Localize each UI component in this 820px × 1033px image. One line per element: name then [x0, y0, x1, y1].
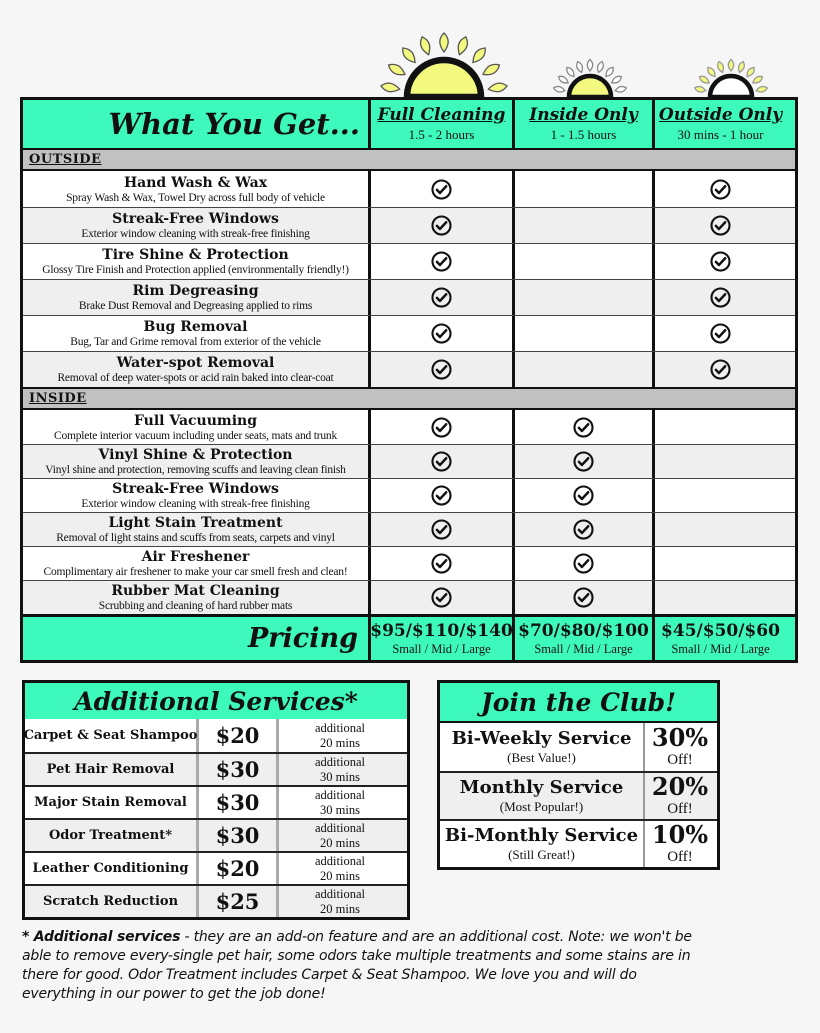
check-cell — [371, 280, 515, 315]
check-icon — [430, 214, 453, 237]
additional-service-price: $30 — [199, 754, 279, 785]
column-header-full-cleaning — [371, 100, 515, 148]
join-the-club-title: Join the Club! — [440, 683, 717, 723]
check-icon — [572, 450, 595, 473]
service-row — [23, 512, 795, 546]
check-cell — [655, 352, 786, 387]
additional-service-price: $30 — [199, 787, 279, 818]
price-values: $45/$50/$60 — [661, 620, 780, 641]
check-cell — [515, 581, 655, 614]
service-row — [23, 478, 795, 512]
additional-time-line: 20 mins — [320, 868, 360, 883]
check-cell — [371, 445, 515, 478]
service-description: Complete interior vacuum including under seats, mats and trunk — [53, 429, 338, 442]
empty-cell — [655, 410, 786, 444]
club-plan-cell — [440, 723, 645, 771]
club-row — [440, 723, 717, 771]
additional-service-row — [25, 818, 407, 851]
additional-service-price: $20 — [199, 853, 279, 884]
service-title: Rim Degreasing — [132, 283, 259, 299]
additional-time-line: 20 mins — [320, 835, 360, 850]
additional-time-line: 20 mins — [320, 901, 360, 916]
column-name: Outside Only — [658, 105, 783, 125]
check-cell — [371, 513, 515, 546]
club-discount-cell — [645, 723, 715, 771]
service-title: Streak-Free Windows — [112, 211, 279, 227]
check-icon — [572, 518, 595, 541]
additional-time-line: additional — [315, 821, 365, 836]
additional-service-price: $30 — [199, 820, 279, 851]
footnote — [22, 928, 698, 1004]
price-inside-only — [515, 617, 655, 660]
service-title: Streak-Free Windows — [112, 481, 279, 497]
empty-cell — [655, 547, 786, 580]
check-icon — [709, 358, 732, 381]
additional-time-line: 30 mins — [320, 802, 360, 817]
service-label-cell — [23, 244, 371, 279]
club-discount-off: Off! — [667, 800, 693, 817]
service-description: Glossy Tire Finish and Protection applied (environmentally friendly!) — [42, 264, 349, 276]
check-icon — [430, 286, 453, 309]
empty-cell — [515, 244, 655, 279]
additional-service-row — [25, 752, 407, 785]
service-row — [23, 580, 795, 614]
empty-cell — [515, 352, 655, 387]
empty-cell — [515, 316, 655, 351]
service-row — [23, 207, 795, 243]
club-plan-subtitle: (Still Great!) — [508, 847, 575, 862]
check-icon — [430, 450, 453, 473]
additional-service-time — [279, 820, 401, 851]
check-icon — [709, 322, 732, 345]
sun-full-cleaning-icon — [379, 31, 509, 97]
check-icon — [430, 250, 453, 273]
column-name: Full Cleaning — [377, 105, 506, 125]
check-cell — [371, 479, 515, 512]
service-description: Bug, Tar and Grime removal from exterior of the vehicle — [70, 336, 321, 348]
club-discount-off: Off! — [667, 848, 693, 865]
additional-service-time — [279, 787, 401, 818]
club-discount-cell — [645, 821, 715, 867]
footnote-lead: * Additional services — [22, 929, 181, 945]
empty-cell — [655, 513, 786, 546]
additional-service-time — [279, 719, 401, 752]
additional-service-time — [279, 754, 401, 785]
price-values: $95/$110/$140 — [370, 620, 513, 641]
service-label-cell — [23, 280, 371, 315]
additional-service-price: $25 — [199, 886, 279, 917]
additional-service-time — [279, 853, 401, 884]
service-description: Complimentary air freshener to make your car smell fresh and clean! — [43, 566, 348, 578]
check-cell — [515, 479, 655, 512]
table-body — [23, 148, 795, 614]
check-cell — [371, 171, 515, 207]
additional-service-name: Pet Hair Removal — [25, 754, 199, 785]
check-icon — [572, 586, 595, 609]
column-duration: 1 - 1.5 hours — [550, 127, 617, 142]
what-you-get-table — [20, 97, 798, 663]
service-title: Light Stain Treatment — [108, 515, 283, 531]
check-icon — [430, 552, 453, 575]
check-icon — [709, 214, 732, 237]
service-label-cell — [23, 171, 371, 207]
club-plan-name: Monthly Service — [459, 777, 624, 798]
service-label-cell — [23, 352, 371, 387]
additional-services-table — [22, 680, 410, 920]
pricing-label: Pricing — [23, 617, 371, 660]
empty-cell — [515, 208, 655, 243]
club-plan-subtitle: (Most Popular!) — [499, 799, 584, 814]
service-description: Vinyl shine and protection, removing scuffs and leaving clean finish — [45, 464, 346, 476]
service-description: Removal of light stains and scuffs from seats, carpets and vinyl — [56, 532, 335, 544]
additional-time-line: additional — [315, 887, 365, 902]
price-sizes: Small / Mid / Large — [534, 641, 633, 656]
section-band — [23, 148, 795, 171]
column-duration: 1.5 - 2 hours — [408, 127, 475, 142]
service-title: Tire Shine & Protection — [102, 247, 289, 263]
service-row — [23, 546, 795, 580]
check-cell — [371, 581, 515, 614]
check-cell — [655, 244, 786, 279]
section-band — [23, 387, 795, 410]
column-header-inside-only — [515, 100, 655, 148]
check-icon — [709, 178, 732, 201]
service-row — [23, 410, 795, 444]
check-cell — [371, 547, 515, 580]
additional-service-name: Odor Treatment* — [25, 820, 199, 851]
check-cell — [515, 410, 655, 444]
table-header-row — [23, 100, 795, 148]
check-icon — [430, 518, 453, 541]
price-sizes: Small / Mid / Large — [392, 641, 491, 656]
service-label-cell — [23, 547, 371, 580]
check-cell — [655, 208, 786, 243]
section-label: INSIDE — [29, 391, 87, 406]
check-cell — [371, 244, 515, 279]
service-row — [23, 444, 795, 478]
check-cell — [515, 547, 655, 580]
additional-services-body — [25, 719, 407, 917]
empty-cell — [515, 280, 655, 315]
service-description: Exterior window cleaning with streak-free finishing — [81, 228, 310, 240]
additional-time-line: additional — [315, 854, 365, 869]
club-plan-cell — [440, 821, 645, 867]
additional-service-time — [279, 886, 401, 917]
club-discount-percent: 10% — [651, 819, 709, 849]
service-title: Full Vacuuming — [133, 412, 257, 429]
service-label-cell — [23, 208, 371, 243]
additional-time-line: additional — [315, 755, 365, 770]
club-plan-subtitle: (Best Value!) — [507, 750, 576, 765]
check-cell — [655, 171, 786, 207]
service-title: Bug Removal — [143, 319, 248, 335]
service-row — [23, 279, 795, 315]
additional-service-price: $20 — [199, 719, 279, 752]
service-title: Rubber Mat Cleaning — [111, 583, 280, 599]
additional-service-name: Scratch Reduction — [25, 886, 199, 917]
check-icon — [430, 358, 453, 381]
table-title: What You Get... — [23, 100, 371, 148]
additional-service-name: Major Stain Removal — [25, 787, 199, 818]
check-icon — [430, 586, 453, 609]
check-cell — [371, 316, 515, 351]
additional-time-line: additional — [315, 721, 365, 736]
additional-service-row — [25, 884, 407, 917]
club-discount-off: Off! — [667, 751, 693, 768]
check-icon — [572, 416, 595, 439]
empty-cell — [655, 479, 786, 512]
additional-service-name: Leather Conditioning — [25, 853, 199, 884]
service-label-cell — [23, 410, 371, 444]
additional-service-row — [25, 851, 407, 884]
additional-time-line: 20 mins — [320, 735, 360, 750]
service-title: Hand Wash & Wax — [123, 174, 268, 191]
additional-services-title: Additional Services* — [25, 683, 407, 719]
club-discount-percent: 30% — [651, 722, 709, 752]
check-cell — [515, 445, 655, 478]
club-row — [440, 771, 717, 819]
check-cell — [655, 280, 786, 315]
join-the-club-body — [440, 723, 717, 867]
service-title: Vinyl Shine & Protection — [98, 447, 293, 463]
sun-outside-only-icon — [687, 53, 775, 97]
check-cell — [655, 316, 786, 351]
service-label-cell — [23, 479, 371, 512]
empty-cell — [655, 581, 786, 614]
footnote-text: - they are an add-on feature and are an additional cost. Note: we won't be able to remove every-single pet hair, some odors take multiple treatments and some stains are in there for good. Odor Treatment includes Carpet & Seat Shampoo. We love you and will do everything in our power to get the job done! — [22, 929, 692, 1002]
check-icon — [572, 484, 595, 507]
service-label-cell — [23, 513, 371, 546]
club-discount-cell — [645, 773, 715, 819]
service-label-cell — [23, 445, 371, 478]
check-cell — [515, 513, 655, 546]
check-cell — [371, 208, 515, 243]
check-icon — [430, 416, 453, 439]
sun-inside-only-icon — [546, 53, 634, 97]
column-header-outside-only — [655, 100, 786, 148]
pricing-row — [23, 614, 795, 660]
check-icon — [430, 178, 453, 201]
check-icon — [709, 286, 732, 309]
section-label: OUTSIDE — [29, 152, 102, 167]
club-row — [440, 819, 717, 867]
service-row — [23, 243, 795, 279]
additional-service-row — [25, 719, 407, 752]
additional-service-row — [25, 785, 407, 818]
price-sizes: Small / Mid / Large — [671, 641, 770, 656]
price-values: $70/$80/$100 — [518, 620, 649, 641]
service-title: Water-spot Removal — [116, 355, 275, 371]
service-row — [23, 351, 795, 387]
service-description: Scrubbing and cleaning of hard rubber mats — [98, 600, 293, 612]
additional-time-line: additional — [315, 788, 365, 803]
check-icon — [430, 484, 453, 507]
column-duration: 30 mins - 1 hour — [677, 127, 764, 142]
additional-time-line: 30 mins — [320, 769, 360, 784]
service-description: Brake Dust Removal and Degreasing applied to rims — [78, 300, 313, 312]
service-description: Removal of deep water-spots or acid rain baked into clear-coat — [57, 372, 334, 384]
club-plan-name: Bi-Monthly Service — [444, 825, 639, 846]
service-label-cell — [23, 581, 371, 614]
check-icon — [430, 322, 453, 345]
check-icon — [572, 552, 595, 575]
additional-service-name: Carpet & Seat Shampoo — [25, 719, 199, 752]
price-full-cleaning — [371, 617, 515, 660]
service-row — [23, 315, 795, 351]
service-label-cell — [23, 316, 371, 351]
check-icon — [709, 250, 732, 273]
club-plan-cell — [440, 773, 645, 819]
service-row — [23, 171, 795, 207]
service-description: Spray Wash & Wax, Towel Dry across full body of vehicle — [66, 191, 325, 204]
join-the-club-table — [437, 680, 720, 870]
club-plan-name: Bi-Weekly Service — [451, 728, 632, 749]
price-outside-only — [655, 617, 786, 660]
check-cell — [371, 352, 515, 387]
empty-cell — [515, 171, 655, 207]
service-description: Exterior window cleaning with streak-free finishing — [81, 498, 310, 510]
check-cell — [371, 410, 515, 444]
column-name: Inside Only — [529, 105, 638, 125]
empty-cell — [655, 445, 786, 478]
club-discount-percent: 20% — [651, 771, 709, 801]
service-title: Air Freshener — [141, 549, 250, 565]
